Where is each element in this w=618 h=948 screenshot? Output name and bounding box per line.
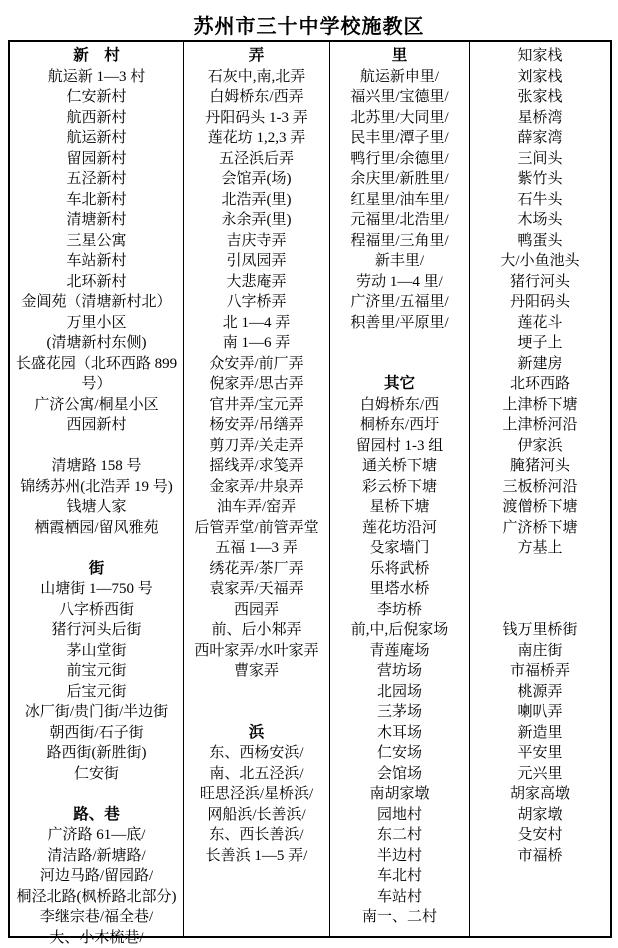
list-item: 紫竹头 bbox=[470, 169, 610, 190]
list-item: 钱万里桥街 bbox=[470, 620, 610, 641]
list-item: 北环西路 bbox=[470, 374, 610, 395]
list-item: 余庆里/新胜里/ bbox=[330, 169, 469, 190]
list-item: 上津桥下塘 bbox=[470, 395, 610, 416]
list-item: 大、小木梳巷/ bbox=[10, 928, 183, 948]
section-header: 其它 bbox=[330, 374, 469, 395]
list-item: 白姆桥东/西弄 bbox=[184, 87, 329, 108]
list-item: 广济路 61—底/ bbox=[10, 825, 183, 846]
list-item: 平安里 bbox=[470, 743, 610, 764]
list-item: 星桥湾 bbox=[470, 108, 610, 129]
list-item: 北苏里/大同里/ bbox=[330, 108, 469, 129]
list-item: 木场头 bbox=[470, 210, 610, 231]
section-header: 新 村 bbox=[10, 46, 183, 67]
list-item: 后管弄堂/前管弄堂 bbox=[184, 518, 329, 539]
list-item: 鸭行里/余德里/ bbox=[330, 149, 469, 170]
spacer bbox=[10, 436, 183, 457]
list-item: 前,中,后倪家场 bbox=[330, 620, 469, 641]
list-item: 胡家高墩 bbox=[470, 784, 610, 805]
list-item: 仁安街 bbox=[10, 764, 183, 785]
list-item: 号） bbox=[10, 374, 183, 395]
list-item: 西叶家弄/水叶家弄 bbox=[184, 641, 329, 662]
list-item: 官井弄/宝元弄 bbox=[184, 395, 329, 416]
list-item: 程福里/三角里/ bbox=[330, 231, 469, 252]
list-item: 剪刀弄/关走弄 bbox=[184, 436, 329, 457]
list-item: 木耳场 bbox=[330, 723, 469, 744]
list-item: 元兴里 bbox=[470, 764, 610, 785]
list-item: 李坊桥 bbox=[330, 600, 469, 621]
list-item: 前、后小邾弄 bbox=[184, 620, 329, 641]
list-item: 仁安新村 bbox=[10, 87, 183, 108]
list-item: 知家栈 bbox=[470, 46, 610, 67]
list-item: 绣花弄/茶厂弄 bbox=[184, 559, 329, 580]
list-item: 里塔水桥 bbox=[330, 579, 469, 600]
list-item: 锦绣苏州(北浩弄 19 号) bbox=[10, 477, 183, 498]
list-item: 袁家弄/天福弄 bbox=[184, 579, 329, 600]
list-item: 长盛花园（北环西路 899 bbox=[10, 354, 183, 375]
list-item: 殳安村 bbox=[470, 825, 610, 846]
list-item: 后宝元街 bbox=[10, 682, 183, 703]
list-item: 李继宗巷/福全巷/ bbox=[10, 907, 183, 928]
list-item: 胡家墩 bbox=[470, 805, 610, 826]
list-item: 冰厂街/贵门街/半边街 bbox=[10, 702, 183, 723]
list-item: 青莲庵场 bbox=[330, 641, 469, 662]
list-item: 杨安弄/吊缮弄 bbox=[184, 415, 329, 436]
list-item: 栖霞栖园/留风雅苑 bbox=[10, 518, 183, 539]
list-item: 广济公寓/桐星小区 bbox=[10, 395, 183, 416]
list-item: 五泾浜后弄 bbox=[184, 149, 329, 170]
list-item: 渡僧桥下塘 bbox=[470, 497, 610, 518]
section-header: 弄 bbox=[184, 46, 329, 67]
list-item: 市福桥 bbox=[470, 846, 610, 867]
list-item: 北环新村 bbox=[10, 272, 183, 293]
spacer bbox=[470, 559, 610, 580]
list-item: 伊家浜 bbox=[470, 436, 610, 457]
list-item: 车站村 bbox=[330, 887, 469, 908]
district-table bbox=[8, 40, 612, 938]
spacer bbox=[10, 538, 183, 559]
list-item: 广济里/五福里/ bbox=[330, 292, 469, 313]
list-item: 元福里/北浩里/ bbox=[330, 210, 469, 231]
column-li-qita bbox=[330, 42, 470, 936]
spacer bbox=[184, 702, 329, 723]
list-item: 上津桥河沿 bbox=[470, 415, 610, 436]
list-item: 五泾新村 bbox=[10, 169, 183, 190]
list-item: 星桥下塘 bbox=[330, 497, 469, 518]
list-item: 莲花斗 bbox=[470, 313, 610, 334]
list-item: 清塘路 158 号 bbox=[10, 456, 183, 477]
list-item: 埂子上 bbox=[470, 333, 610, 354]
list-item: 桃源弄 bbox=[470, 682, 610, 703]
section-header: 里 bbox=[330, 46, 469, 67]
list-item: 红星里/油车里/ bbox=[330, 190, 469, 211]
list-item: 市福桥弄 bbox=[470, 661, 610, 682]
list-item: 东二村 bbox=[330, 825, 469, 846]
list-item: 南庄街 bbox=[470, 641, 610, 662]
list-item: 众安弄/前厂弄 bbox=[184, 354, 329, 375]
list-item: 三茅场 bbox=[330, 702, 469, 723]
list-item: 车北村 bbox=[330, 866, 469, 887]
section-header: 街 bbox=[10, 559, 183, 580]
spacer bbox=[10, 784, 183, 805]
list-item: 方基上 bbox=[470, 538, 610, 559]
list-item: 三星公寓 bbox=[10, 231, 183, 252]
list-item: 北浩弄(里) bbox=[184, 190, 329, 211]
list-item: 新丰里/ bbox=[330, 251, 469, 272]
list-item: 万里小区 bbox=[10, 313, 183, 334]
list-item: 摇线弄/求笺弄 bbox=[184, 456, 329, 477]
column-zhan-wan-tou bbox=[470, 42, 610, 936]
list-item: 清塘新村 bbox=[10, 210, 183, 231]
list-item: 河边马路/留园路/ bbox=[10, 866, 183, 887]
list-item: 北 1—4 弄 bbox=[184, 313, 329, 334]
list-item: 喇叭弄 bbox=[470, 702, 610, 723]
column-long-bang bbox=[184, 42, 330, 936]
list-item: 八字桥西街 bbox=[10, 600, 183, 621]
spacer bbox=[330, 354, 469, 375]
list-item: 白姆桥东/西 bbox=[330, 395, 469, 416]
list-item: 八字桥弄 bbox=[184, 292, 329, 313]
list-item: 鸭蛋头 bbox=[470, 231, 610, 252]
list-item: 桐桥东/西圩 bbox=[330, 415, 469, 436]
list-item: 山塘街 1—750 号 bbox=[10, 579, 183, 600]
spacer bbox=[330, 333, 469, 354]
spacer bbox=[184, 682, 329, 703]
list-item: 长善浜 1—5 弄/ bbox=[184, 846, 329, 867]
list-item: 网船浜/长善浜/ bbox=[184, 805, 329, 826]
list-item: 金阊苑（清塘新村北） bbox=[10, 292, 183, 313]
list-item: 乐将武桥 bbox=[330, 559, 469, 580]
list-item: (清塘新村东侧) bbox=[10, 333, 183, 354]
list-item: 积善里/平原里/ bbox=[330, 313, 469, 334]
list-item: 民丰里/潭子里/ bbox=[330, 128, 469, 149]
list-item: 殳家墙门 bbox=[330, 538, 469, 559]
list-item: 南胡家墩 bbox=[330, 784, 469, 805]
list-item: 车站新村 bbox=[10, 251, 183, 272]
list-item: 广济桥下塘 bbox=[470, 518, 610, 539]
list-item: 金家弄/井泉弄 bbox=[184, 477, 329, 498]
list-item: 北园场 bbox=[330, 682, 469, 703]
list-item: 航运新 1—3 村 bbox=[10, 67, 183, 88]
list-item: 倪家弄/思古弄 bbox=[184, 374, 329, 395]
list-item: 永余弄(里) bbox=[184, 210, 329, 231]
column-xincun-jie-lu bbox=[10, 42, 184, 936]
list-item: 大/小鱼池头 bbox=[470, 251, 610, 272]
section-header: 浜 bbox=[184, 723, 329, 744]
list-item: 刘家栈 bbox=[470, 67, 610, 88]
list-item: 路西街(新胜街) bbox=[10, 743, 183, 764]
spacer bbox=[470, 579, 610, 600]
list-item: 航西新村 bbox=[10, 108, 183, 129]
list-item: 通关桥下塘 bbox=[330, 456, 469, 477]
list-item: 留园新村 bbox=[10, 149, 183, 170]
list-item: 西园新村 bbox=[10, 415, 183, 436]
list-item: 石灰中,南,北弄 bbox=[184, 67, 329, 88]
list-item: 航运新村 bbox=[10, 128, 183, 149]
list-item: 会馆场 bbox=[330, 764, 469, 785]
list-item: 丹阳码头 1-3 弄 bbox=[184, 108, 329, 129]
list-item: 张家栈 bbox=[470, 87, 610, 108]
list-item: 引凤园弄 bbox=[184, 251, 329, 272]
list-item: 留园村 1-3 组 bbox=[330, 436, 469, 457]
list-item: 园地村 bbox=[330, 805, 469, 826]
list-item: 前宝元街 bbox=[10, 661, 183, 682]
list-item: 彩云桥下塘 bbox=[330, 477, 469, 498]
list-item: 西园弄 bbox=[184, 600, 329, 621]
list-item: 清洁路/新塘路/ bbox=[10, 846, 183, 867]
list-item: 会馆弄(场) bbox=[184, 169, 329, 190]
list-item: 吉庆寺弄 bbox=[184, 231, 329, 252]
list-item: 钱塘人家 bbox=[10, 497, 183, 518]
list-item: 车北新村 bbox=[10, 190, 183, 211]
list-item: 新造里 bbox=[470, 723, 610, 744]
list-item: 福兴里/宝德里/ bbox=[330, 87, 469, 108]
list-item: 五福 1—3 弄 bbox=[184, 538, 329, 559]
list-item: 莲花坊沿河 bbox=[330, 518, 469, 539]
list-item: 营坊场 bbox=[330, 661, 469, 682]
list-item: 三间头 bbox=[470, 149, 610, 170]
list-item: 朝西街/石子街 bbox=[10, 723, 183, 744]
spacer bbox=[470, 600, 610, 621]
list-item: 半边村 bbox=[330, 846, 469, 867]
list-item: 南、北五泾浜/ bbox=[184, 764, 329, 785]
list-item: 东、西杨安浜/ bbox=[184, 743, 329, 764]
list-item: 大悲庵弄 bbox=[184, 272, 329, 293]
list-item: 腌猪河头 bbox=[470, 456, 610, 477]
list-item: 劳动 1—4 里/ bbox=[330, 272, 469, 293]
list-item: 石牛头 bbox=[470, 190, 610, 211]
list-item: 丹阳码头 bbox=[470, 292, 610, 313]
list-item: 旺思泾浜/星桥浜/ bbox=[184, 784, 329, 805]
list-item: 航运新申里/ bbox=[330, 67, 469, 88]
list-item: 新建房 bbox=[470, 354, 610, 375]
list-item: 莲花坊 1,2,3 弄 bbox=[184, 128, 329, 149]
list-item: 猪行河头 bbox=[470, 272, 610, 293]
list-item: 桐泾北路(枫桥路北部分) bbox=[10, 887, 183, 908]
list-item: 油车弄/窑弄 bbox=[184, 497, 329, 518]
page-title: 苏州市三十中学校施教区 bbox=[0, 10, 618, 39]
list-item: 茅山堂街 bbox=[10, 641, 183, 662]
list-item: 东、西长善浜/ bbox=[184, 825, 329, 846]
list-item: 曹家弄 bbox=[184, 661, 329, 682]
list-item: 南一、二村 bbox=[330, 907, 469, 928]
list-item: 南 1—6 弄 bbox=[184, 333, 329, 354]
list-item: 仁安场 bbox=[330, 743, 469, 764]
section-header: 路、巷 bbox=[10, 805, 183, 826]
list-item: 薛家湾 bbox=[470, 128, 610, 149]
list-item: 猪行河头后街 bbox=[10, 620, 183, 641]
list-item: 三板桥河沿 bbox=[470, 477, 610, 498]
